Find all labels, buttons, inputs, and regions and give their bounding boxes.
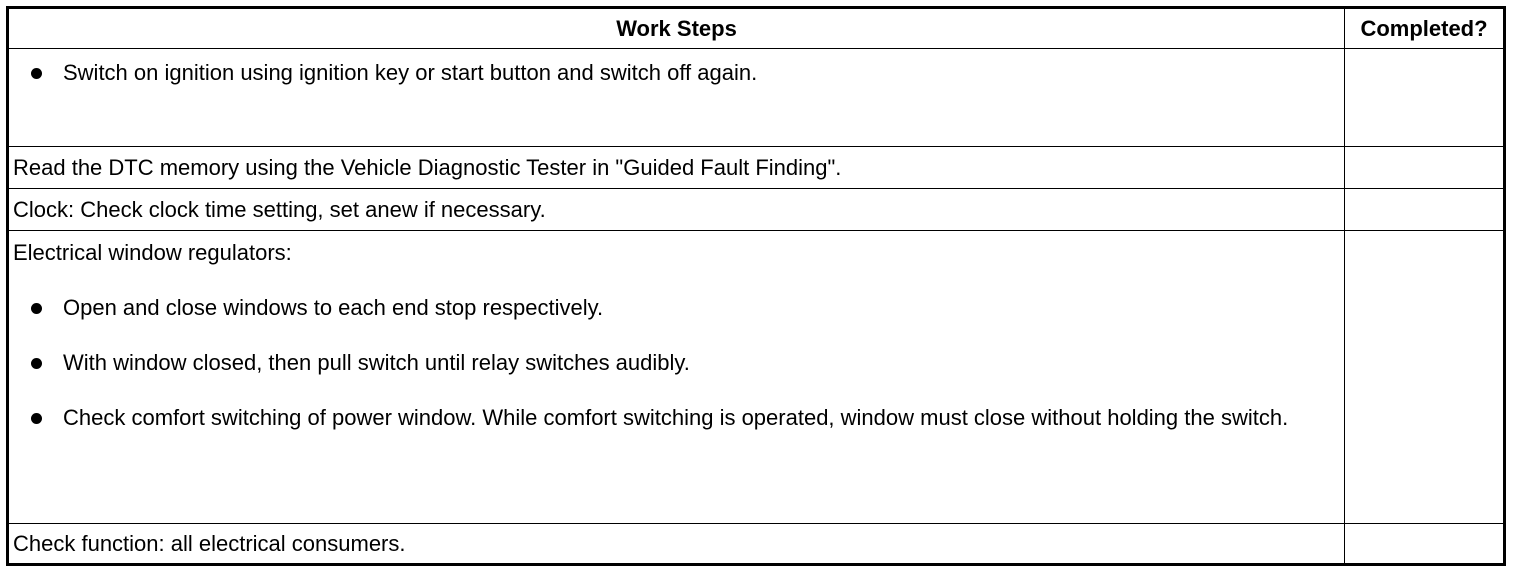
work-steps-table [6,6,1506,566]
table-row [9,147,1503,189]
work-step-cell [9,147,1345,188]
bullet-icon [31,303,42,314]
completed-cell [1345,231,1503,523]
header-completed: Completed? [1360,16,1488,41]
completed-cell [1345,49,1503,146]
step-text: Clock: Check clock time setting, set anew if necessary. [13,197,546,222]
work-step-cell [9,189,1345,230]
step-text: Read the DTC memory using the Vehicle Diagnostic Tester in "Guided Fault Finding". [13,155,842,180]
table-row [9,49,1503,147]
bullet-icon [31,358,42,369]
completed-cell [1345,189,1503,230]
bullet-text: Switch on ignition using ignition key or start button and switch off again. [63,60,758,85]
completed-cell [1345,147,1503,188]
step-text: Electrical window regulators: [13,240,292,265]
bullet-icon [31,413,42,424]
bullet-icon [31,68,42,79]
work-step-cell [9,231,1345,523]
table-row [9,189,1503,231]
bullet-text: Open and close windows to each end stop respectively. [63,295,604,320]
work-step-cell [9,524,1345,563]
table-header-row [9,9,1503,49]
bullet-text: Check comfort switching of power window. While comfort switching is operated, window must close without holding the switch. [63,405,1289,430]
table-row [9,231,1503,524]
step-text: Check function: all electrical consumers. [13,531,406,556]
bullet-text: With window closed, then pull switch until relay switches audibly. [63,350,690,375]
header-work-steps: Work Steps [9,9,1345,48]
table-row [9,524,1503,563]
work-step-cell [9,49,1345,146]
completed-cell [1345,524,1503,563]
